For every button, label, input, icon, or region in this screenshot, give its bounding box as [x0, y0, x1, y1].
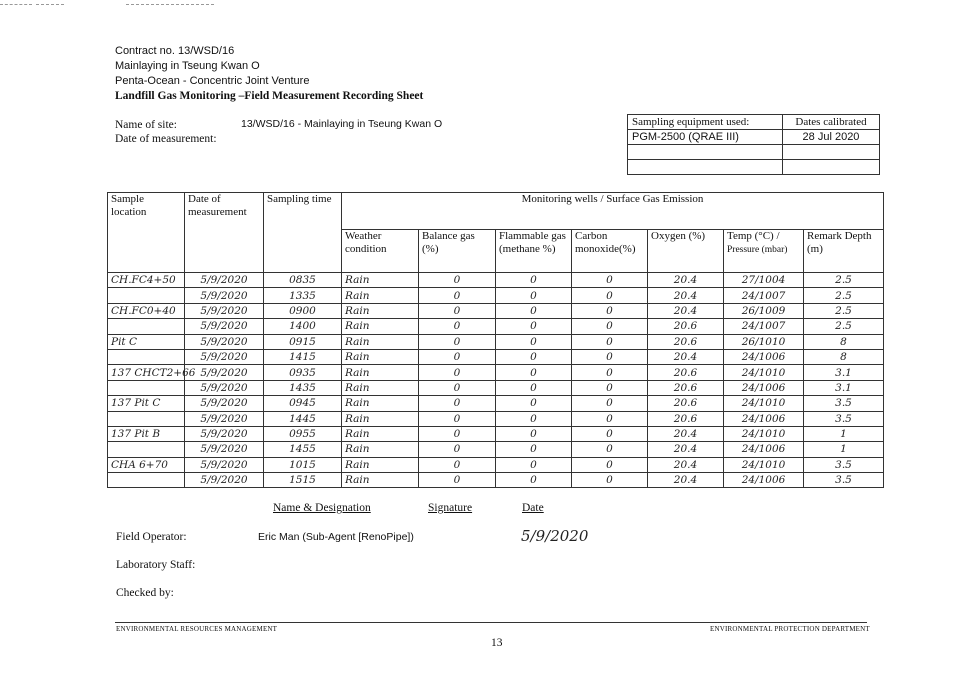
- carbon-monoxide-cell: 0: [572, 365, 648, 380]
- oxygen-cell: 20.4: [648, 303, 724, 318]
- table-row: [108, 473, 884, 488]
- flammable-gas-cell: 0: [496, 411, 572, 426]
- date-cell: 5/9/2020: [185, 457, 264, 472]
- weather-cell: Rain: [342, 365, 419, 380]
- oxygen-cell: 20.4: [648, 426, 724, 441]
- remark-depth-cell: 3.1: [804, 380, 884, 395]
- flammable-gas-cell: 0: [496, 273, 572, 288]
- balance-gas-cell: 0: [419, 473, 496, 488]
- field-operator-label: Field Operator:: [116, 531, 187, 543]
- sample-location-cell: [108, 288, 185, 303]
- temp-pressure-cell: 24/1006: [724, 349, 804, 364]
- weather-cell: Rain: [342, 349, 419, 364]
- oxygen-cell: 20.6: [648, 334, 724, 349]
- table-row: [108, 334, 884, 349]
- date-cell: 5/9/2020: [185, 380, 264, 395]
- equipment-row: [628, 160, 880, 175]
- checked-by-label: Checked by:: [116, 587, 174, 599]
- sample-location-cell: CH.FC4+50: [108, 273, 185, 288]
- date-cell: 5/9/2020: [185, 473, 264, 488]
- temp-label: Temp (°C) /: [727, 230, 780, 242]
- carbon-monoxide-cell: 0: [572, 396, 648, 411]
- table-row: [108, 349, 884, 364]
- time-cell: 1515: [264, 473, 342, 488]
- remark-depth-cell: 3.5: [804, 396, 884, 411]
- table-row: [108, 380, 884, 395]
- col-header-remark: Remark Depth (m): [804, 230, 884, 273]
- oxygen-cell: 20.6: [648, 380, 724, 395]
- time-cell: 0935: [264, 365, 342, 380]
- flammable-gas-cell: 0: [496, 473, 572, 488]
- header-text: Monitoring wells / Surface Gas Emission: [521, 193, 704, 205]
- col-header-weather: Weather condition: [342, 230, 419, 273]
- remark-depth-cell: 2.5: [804, 273, 884, 288]
- remark-depth-cell: 3.1: [804, 365, 884, 380]
- page-number: 13: [491, 637, 503, 649]
- remark-depth-cell: 1: [804, 442, 884, 457]
- sample-location-cell: [108, 380, 185, 395]
- scan-artifact-line: [36, 4, 64, 5]
- flammable-gas-cell: 0: [496, 426, 572, 441]
- equipment-header-row: [628, 115, 880, 130]
- temp-pressure-cell: 24/1007: [724, 288, 804, 303]
- sample-location-cell: [108, 349, 185, 364]
- table-row: [108, 365, 884, 380]
- flammable-gas-cell: 0: [496, 288, 572, 303]
- date-cell: 5/9/2020: [185, 396, 264, 411]
- calibration-date: [783, 160, 880, 175]
- temp-pressure-cell: 24/1006: [724, 442, 804, 457]
- carbon-monoxide-cell: 0: [572, 349, 648, 364]
- weather-cell: Rain: [342, 273, 419, 288]
- col-header-temp-pressure: [724, 230, 804, 273]
- table-row: [108, 303, 884, 318]
- carbon-monoxide-cell: 0: [572, 426, 648, 441]
- name-designation-header: Name & Designation: [273, 502, 371, 514]
- sample-location-cell: CH.FC0+40: [108, 303, 185, 318]
- col-header-time: [264, 193, 342, 273]
- oxygen-cell: 20.4: [648, 349, 724, 364]
- flammable-gas-cell: 0: [496, 303, 572, 318]
- temp-pressure-cell: 24/1010: [724, 365, 804, 380]
- equipment-table: [627, 114, 880, 175]
- balance-gas-cell: 0: [419, 380, 496, 395]
- site-name-value: 13/WSD/16 - Mainlaying in Tseung Kwan O: [241, 118, 443, 130]
- col-header-co: Carbon monoxide(%): [572, 230, 648, 273]
- col-header-flammable: Flammable gas (methane %): [496, 230, 572, 273]
- equipment-col-header: Sampling equipment used:: [628, 115, 783, 130]
- sample-location-cell: CHA 6+70: [108, 457, 185, 472]
- date-cell: 5/9/2020: [185, 411, 264, 426]
- date-header: Date: [522, 502, 544, 514]
- oxygen-cell: 20.6: [648, 396, 724, 411]
- laboratory-staff-label: Laboratory Staff:: [116, 559, 196, 571]
- date-cell: 5/9/2020: [185, 442, 264, 457]
- sample-location-cell: 137 CHCT2+66: [108, 365, 185, 380]
- weather-cell: Rain: [342, 380, 419, 395]
- flammable-gas-cell: 0: [496, 365, 572, 380]
- balance-gas-cell: 0: [419, 303, 496, 318]
- weather-cell: Rain: [342, 457, 419, 472]
- table-header-row: [108, 193, 884, 230]
- sample-location-cell: 137 Pit B: [108, 426, 185, 441]
- temp-pressure-cell: 24/1007: [724, 319, 804, 334]
- scan-artifact-line: [0, 4, 32, 5]
- header-text: Date of measurement: [188, 193, 247, 218]
- sample-location-cell: 137 Pit C: [108, 396, 185, 411]
- flammable-gas-cell: 0: [496, 349, 572, 364]
- time-cell: 0835: [264, 273, 342, 288]
- remark-depth-cell: 8: [804, 334, 884, 349]
- footer-right-text: ENVIRONMENTAL PROTECTION DEPARTMENT: [710, 625, 870, 633]
- time-cell: 0900: [264, 303, 342, 318]
- balance-gas-cell: 0: [419, 349, 496, 364]
- remark-depth-cell: 3.5: [804, 473, 884, 488]
- remark-depth-cell: 2.5: [804, 303, 884, 318]
- remark-depth-cell: 3.5: [804, 457, 884, 472]
- table-row: [108, 457, 884, 472]
- date-cell: 5/9/2020: [185, 426, 264, 441]
- oxygen-cell: 20.6: [648, 365, 724, 380]
- flammable-gas-cell: 0: [496, 457, 572, 472]
- time-cell: 1400: [264, 319, 342, 334]
- time-cell: 1415: [264, 349, 342, 364]
- col-header-oxygen: Oxygen (%): [648, 230, 724, 273]
- sample-location-cell: [108, 319, 185, 334]
- date-cell: 5/9/2020: [185, 288, 264, 303]
- carbon-monoxide-cell: 0: [572, 319, 648, 334]
- time-cell: 1015: [264, 457, 342, 472]
- calibration-date: [783, 145, 880, 160]
- temp-pressure-cell: 26/1010: [724, 334, 804, 349]
- carbon-monoxide-cell: 0: [572, 473, 648, 488]
- balance-gas-cell: 0: [419, 334, 496, 349]
- weather-cell: Rain: [342, 303, 419, 318]
- col-header-balance: Balance gas (%): [419, 230, 496, 273]
- signature-header: Signature: [428, 502, 473, 514]
- equipment-name: [628, 160, 783, 175]
- oxygen-cell: 20.4: [648, 457, 724, 472]
- header-text: Sample location: [111, 193, 147, 218]
- temp-pressure-cell: 24/1006: [724, 411, 804, 426]
- pressure-label: Pressure (mbar): [727, 245, 788, 255]
- carbon-monoxide-cell: 0: [572, 411, 648, 426]
- weather-cell: Rain: [342, 442, 419, 457]
- balance-gas-cell: 0: [419, 411, 496, 426]
- equipment-row: [628, 145, 880, 160]
- date-cell: 5/9/2020: [185, 273, 264, 288]
- balance-gas-cell: 0: [419, 442, 496, 457]
- balance-gas-cell: 0: [419, 319, 496, 334]
- equipment-row: [628, 130, 880, 145]
- document-header: [115, 44, 423, 104]
- balance-gas-cell: 0: [419, 273, 496, 288]
- temp-pressure-cell: 24/1010: [724, 457, 804, 472]
- remark-depth-cell: 1: [804, 426, 884, 441]
- calibrated-col-header: Dates calibrated: [783, 115, 880, 130]
- balance-gas-cell: 0: [419, 426, 496, 441]
- col-header-date: [185, 193, 264, 273]
- temp-pressure-cell: 24/1010: [724, 396, 804, 411]
- oxygen-cell: 20.4: [648, 288, 724, 303]
- weather-cell: Rain: [342, 473, 419, 488]
- table-row: [108, 288, 884, 303]
- balance-gas-cell: 0: [419, 288, 496, 303]
- temp-pressure-cell: 24/1006: [724, 473, 804, 488]
- site-info: [115, 118, 217, 146]
- flammable-gas-cell: 0: [496, 334, 572, 349]
- field-operator-date: 5/9/2020: [521, 527, 589, 545]
- measurement-date-label: Date of measurement:: [115, 133, 217, 145]
- carbon-monoxide-cell: 0: [572, 442, 648, 457]
- time-cell: 0955: [264, 426, 342, 441]
- footer-left-text: ENVIRONMENTAL RESOURCES MANAGEMENT: [116, 625, 278, 633]
- date-cell: 5/9/2020: [185, 365, 264, 380]
- date-cell: 5/9/2020: [185, 334, 264, 349]
- oxygen-cell: 20.6: [648, 411, 724, 426]
- date-cell: 5/9/2020: [185, 319, 264, 334]
- oxygen-cell: 20.4: [648, 273, 724, 288]
- temp-pressure-cell: 24/1006: [724, 380, 804, 395]
- weather-cell: Rain: [342, 396, 419, 411]
- temp-pressure-cell: 26/1009: [724, 303, 804, 318]
- oxygen-cell: 20.4: [648, 442, 724, 457]
- scan-artifact-line: [126, 4, 214, 5]
- sheet-title: Landfill Gas Monitoring –Field Measurement Recording Sheet: [115, 90, 424, 102]
- field-operator-value: Eric Man (Sub-Agent [RenoPipe]): [258, 531, 414, 543]
- table-row: [108, 319, 884, 334]
- col-header-sample-location: [108, 193, 185, 273]
- flammable-gas-cell: 0: [496, 380, 572, 395]
- table-row: [108, 396, 884, 411]
- measurement-table: [107, 192, 884, 488]
- carbon-monoxide-cell: 0: [572, 288, 648, 303]
- table-row: [108, 442, 884, 457]
- weather-cell: Rain: [342, 426, 419, 441]
- temp-pressure-cell: 24/1010: [724, 426, 804, 441]
- carbon-monoxide-cell: 0: [572, 457, 648, 472]
- table-row: [108, 273, 884, 288]
- carbon-monoxide-cell: 0: [572, 273, 648, 288]
- footer-divider: [115, 622, 867, 623]
- table-body: [108, 273, 884, 488]
- time-cell: 1335: [264, 288, 342, 303]
- header-text: Sampling time: [267, 193, 332, 205]
- sample-location-cell: [108, 411, 185, 426]
- project-name: Mainlaying in Tseung Kwan O: [115, 60, 260, 72]
- time-cell: 0945: [264, 396, 342, 411]
- site-name-label: Name of site:: [115, 119, 177, 131]
- equipment-name: PGM-2500 (QRAE III): [628, 130, 783, 145]
- remark-depth-cell: 2.5: [804, 319, 884, 334]
- calibration-date: 28 Jul 2020: [783, 130, 880, 145]
- oxygen-cell: 20.4: [648, 473, 724, 488]
- sample-location-cell: [108, 442, 185, 457]
- remark-depth-cell: 3.5: [804, 411, 884, 426]
- date-cell: 5/9/2020: [185, 303, 264, 318]
- flammable-gas-cell: 0: [496, 396, 572, 411]
- oxygen-cell: 20.6: [648, 319, 724, 334]
- temp-pressure-cell: 27/1004: [724, 273, 804, 288]
- table-row: [108, 426, 884, 441]
- weather-cell: Rain: [342, 319, 419, 334]
- carbon-monoxide-cell: 0: [572, 334, 648, 349]
- balance-gas-cell: 0: [419, 396, 496, 411]
- weather-cell: Rain: [342, 334, 419, 349]
- time-cell: 1455: [264, 442, 342, 457]
- time-cell: 1445: [264, 411, 342, 426]
- contract-number: Contract no. 13/WSD/16: [115, 45, 235, 57]
- carbon-monoxide-cell: 0: [572, 303, 648, 318]
- weather-cell: Rain: [342, 288, 419, 303]
- flammable-gas-cell: 0: [496, 442, 572, 457]
- contractor-name: Penta-Ocean - Concentric Joint Venture: [115, 75, 310, 87]
- date-cell: 5/9/2020: [185, 349, 264, 364]
- balance-gas-cell: 0: [419, 365, 496, 380]
- sample-location-cell: [108, 473, 185, 488]
- remark-depth-cell: 2.5: [804, 288, 884, 303]
- table-row: [108, 411, 884, 426]
- equipment-name: [628, 145, 783, 160]
- carbon-monoxide-cell: 0: [572, 380, 648, 395]
- time-cell: 1435: [264, 380, 342, 395]
- sample-location-cell: Pit C: [108, 334, 185, 349]
- col-header-group: [342, 193, 884, 230]
- flammable-gas-cell: 0: [496, 319, 572, 334]
- weather-cell: Rain: [342, 411, 419, 426]
- balance-gas-cell: 0: [419, 457, 496, 472]
- time-cell: 0915: [264, 334, 342, 349]
- remark-depth-cell: 8: [804, 349, 884, 364]
